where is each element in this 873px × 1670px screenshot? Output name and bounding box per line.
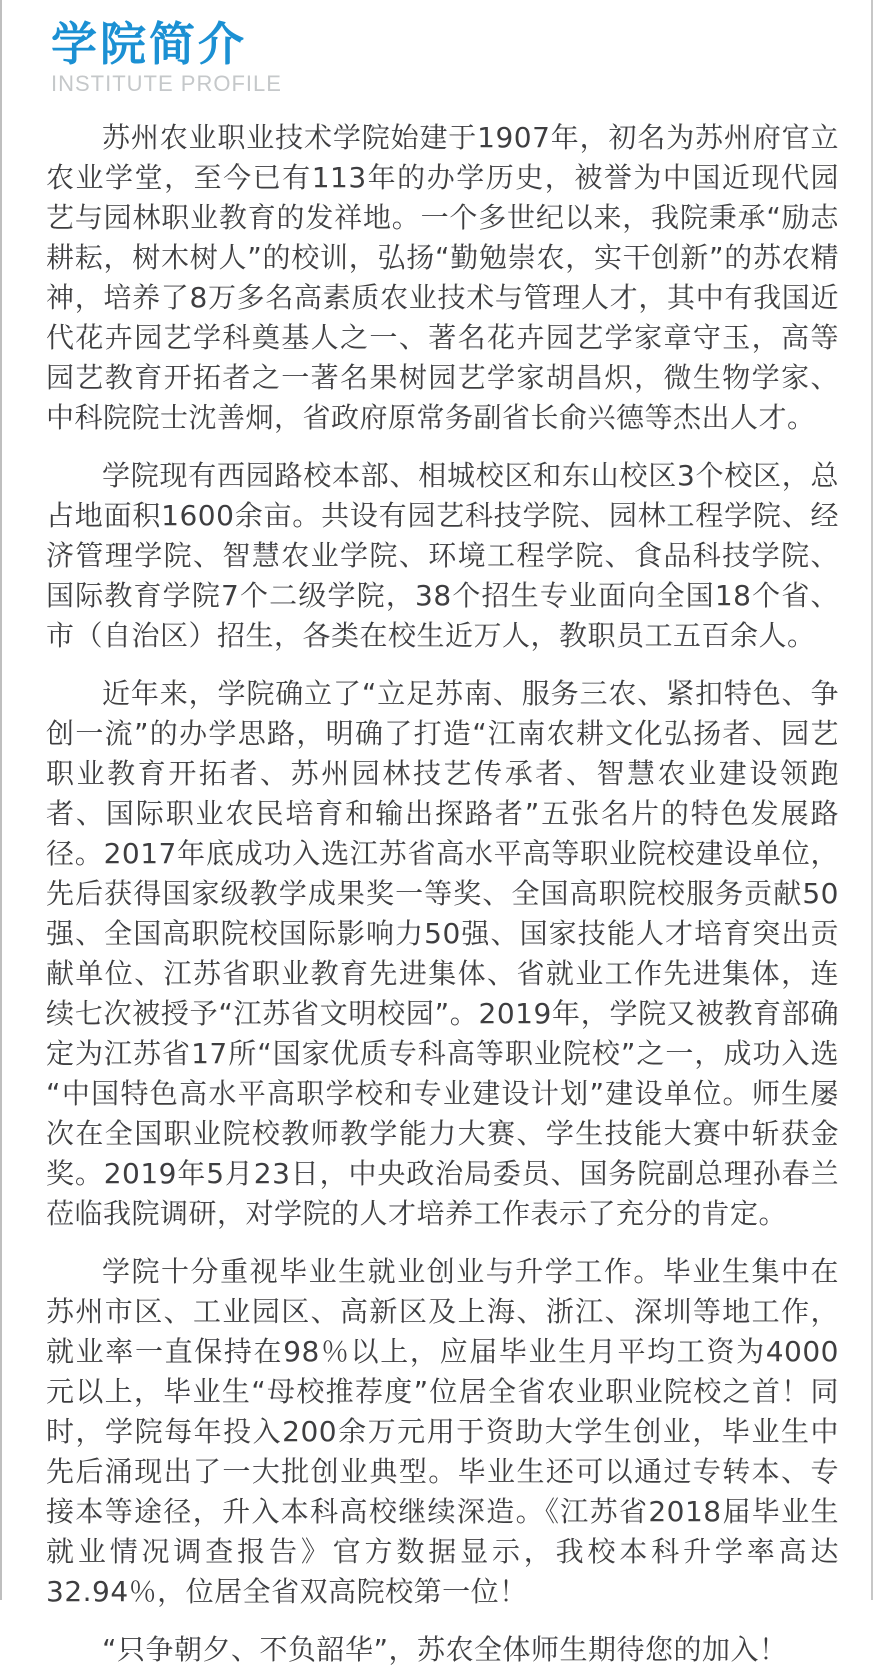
paragraph-achievements-honors: 近年来，学院确立了“立足苏南、服务三农、紧扣特色、争创一流”的办学思路，明确了打造“江南农耕文化弘扬者、园艺职业教育开拓者、苏州园林技艺传承者、智慧农业建设领跑者、国际职业农民培育和输出探路者”五张名片的特色发展路径。2017年底成功入选江苏省高水平高等职业院校建设单位，先后获得国家级教学成果奖一等奖、全国高职院校服务贡献50强、全国高职院校国际影响力50强、国家技能人才培育突出贡献单位、江苏省职业教育先进集体、省就业工作先进集体，连续七次被授予“江苏省文明校园”。2019年，学院又被教育部确定为江苏省17所“国家优质专科高等职业院校”之一，成功入选“中国特色高水平高职学校和专业建设计划”建设单位。师生屡次在全国职业院校教师教学能力大赛、学生技能大赛中斩获金奖。2019年5月23日，中央政治局委员、国务院副总理孙春兰莅临我院调研，对学院的人才培养工作表示了充分的肯定。: [46, 677, 839, 1230]
paragraph-closing-invitation: “只争朝夕、不负韶华”，苏农全体师生期待您的加入！: [102, 1633, 788, 1666]
paragraph-campuses-schools: 学院现有西园路校本部、相城校区和东山校区3个校区，总占地面积1600余亩。共设有园艺科技学院、园林工程学院、经济管理学院、智慧农业学院、环境工程学院、食品科技学院、国际教育学院7个二级学院，38个招生专业面向全国18个省、市（自治区）招生，各类在校生近万人，教职员工五百余人。: [46, 459, 839, 652]
profile-article: [46, 118, 839, 1670]
page-title: 学院简介: [51, 18, 247, 70]
page-subtitle: INSTITUTE PROFILE: [51, 71, 282, 96]
paragraph-employment-further-study: 学院十分重视毕业生就业创业与升学工作。毕业生集中在苏州市区、工业园区、高新区及上海、浙江、深圳等地工作，就业率一直保持在98％以上，应届毕业生月平均工资为4000元以上，毕业生“母校推荐度”位居全省农业职业院校之首！同时，学院每年投入200余万元用于资助大学生创业，毕业生中先后涌现出了一大批创业典型。毕业生还可以通过专转本、专接本等途径，升入本科高校继续深造。《江苏省2018届毕业生就业情况调查报告》官方数据显示，我校本科升学率高达32.94％，位居全省双高院校第一位！: [46, 1255, 839, 1608]
paragraph-history-founding: 苏州农业职业技术学院始建于1907年，初名为苏州府官立农业学堂，至今已有113年的办学历史，被誉为中国近现代园艺与园林职业教育的发祥地。一个多世纪以来，我院秉承“励志耕耘，树木树人”的校训，弘扬“勤勉崇农，实干创新”的苏农精神，培养了8万多名高素质农业技术与管理人才，其中有我国近代花卉园艺学科奠基人之一、著名花卉园艺学家章守玉，高等园艺教育开拓者之一著名果树园艺学家胡昌炽，微生物学家、中科院院士沈善炯，省政府原常务副省长俞兴德等杰出人才。: [46, 121, 839, 434]
page-header: [51, 20, 839, 96]
